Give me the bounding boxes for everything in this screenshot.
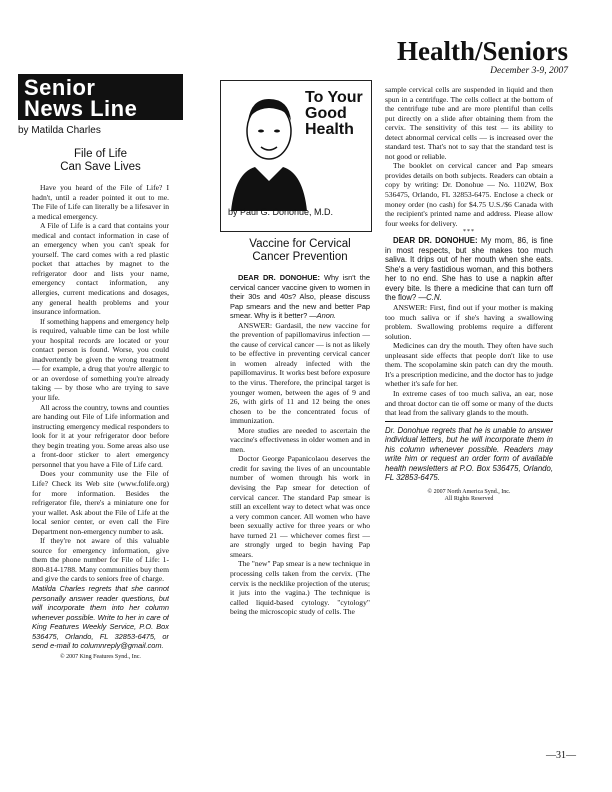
- paragraph: Doctor George Papanicolaou deserves the credit for saving the lives of an uncountable number of women through his work in devising the Pap smear for detection of cervical cancer. The standard Pap smear is still an excellent way to detect what was once a very common cancer. All women who have been sexually active for three years or who have turned 21 — whichever comes first — are strongly urged to begin having Pap smears.: [230, 454, 370, 559]
- issue-date: December 3-9, 2007: [490, 66, 568, 76]
- paragraph: Does your community use the File of Life? Check its Web site (www.folife.org) for more information. Besides the refrigerator file, there's a miniature one for your wallet. Ask about the File of Life at the local senior center, or even call the Fire Department non-emergency number to ask.: [32, 469, 169, 536]
- letter-signature: Anon.: [316, 311, 336, 321]
- copyright-line-1: © 2007 North America Synd., Inc.: [427, 488, 511, 495]
- paragraph: All across the country, towns and counties are handing out File of Life information and instructing emergency medical responders to look for it at your refrigerator door before they begin treating you. Some areas also use a front-door sticker to alert emergency personnel that you have a File of Life card.: [32, 402, 169, 469]
- paragraph: ANSWER: First, find out if your mother is making too much saliva or if she's having a swallowing problem. Swallowing problems require a different solution.: [385, 303, 553, 341]
- headline-line-2: Can Save Lives: [60, 161, 141, 173]
- paragraph: If something happens and emergency help is required, valuable time can be lost while your hospital records are located or your contact person is found. Worse, you could inadvertently be given the wrong treatment — for example, a drug that you're allergic to or an overdose of something you're already taking — by those who are trying to save your life.: [32, 316, 169, 403]
- divider: [385, 421, 553, 422]
- paragraph: Have you heard of the File of Life? I hadn't, until a reader pointed it out to me. The File of Life can literally be a lifesaver in a medical emergency.: [32, 183, 169, 221]
- headline-file-of-life: [32, 148, 169, 174]
- byline-donohue: by Paul G. Donohue, M.D.: [228, 207, 334, 217]
- paragraph: More studies are needed to ascertain the vaccine's effectiveness in older women and in men.: [230, 425, 370, 454]
- senior-news-line-logo: [18, 74, 183, 120]
- middle-column: [230, 238, 370, 783]
- paragraph: In extreme cases of too much saliva, an ear, nose and throat doctor can tie off some or many of the ducts that lead from the salivary glands to the mouth.: [385, 388, 553, 418]
- section-title: Health/Seniors: [396, 36, 568, 66]
- letter-salutation: DEAR DR. DONOHUE:: [393, 236, 478, 246]
- copyright-line-2: All Rights Reserved: [444, 495, 494, 502]
- paragraph: If they're not aware of this valuable source for emergency information, give them the phone number for File of Life: 1-800-814-1788. Many communities buy them and give the cards to seniors free of charge.: [32, 536, 169, 584]
- byline-senior: by Matilda Charles: [18, 125, 101, 136]
- left-column: [32, 148, 169, 788]
- headline-vaccine: [230, 238, 370, 264]
- logo-line-1: To Your: [305, 89, 363, 106]
- separator: ***: [463, 229, 475, 236]
- to-your-good-health-logo: [305, 90, 363, 138]
- headline-line-2: Cancer Prevention: [252, 251, 348, 263]
- paragraph: The booklet on cervical cancer and Pap smears provides details on both subjects. Readers can obtain a copy by writing: Dr. Donohue — No. 1102W, Box 536475, Orlando, FL 32853-6475. Enclose a check or money order (no cash) for $4.75 U.S./$6 Canada with the recipient's printed name and address. Please allow four weeks for delivery.: [385, 161, 553, 228]
- paragraph: Medicines can dry the mouth. They often have such unpleasant side effects that people don't like to use them. The scopolamine skin patch can dry the mouth. It's a prescription medicine, and the doctor has to judge whether it's safe for her.: [385, 341, 553, 389]
- letter-text: Why isn't the cervical cancer vaccine given to women in their 30s and 40s? Also, please discuss Pap smears and the new and better Pap smear. Why is it better? —: [230, 273, 370, 321]
- paragraph: A File of Life is a card that contains your medical and contact information in case of an emergency when you can't speak for yourself. The card comes with a red plastic pocket that attaches by magnet to the refrigerator door and lists your name, emergency contact information, any allergies, current medications and dosages, any general health problems and your insurance information.: [32, 221, 169, 317]
- reader-letter: [230, 273, 370, 321]
- paragraph: The "new" Pap smear is a new technique in processing cells taken from the cervix. (The cervix is the necklike projection of the uterus; it juts into the vagina.) The technique is called liquid-based cytology. "cytology" being the microscopic study of cells. The: [230, 559, 370, 617]
- page-number: —31—: [546, 750, 576, 761]
- logo-line-2: Good: [305, 105, 347, 122]
- paragraph: ANSWER: Gardasil, the new vaccine for the prevention of papillomavirus infection — the cause of cervical cancer — is not as likely to be effective in preventing cervical cancer in women already infected with the papillomavirus. It works best before exposure to the virus. Therefore, the principal target is younger women, between the ages of 9 and 26, with girls of 11 and 12 being the ones chosen to be the concentrated focus of immunization.: [230, 320, 370, 426]
- logo-line-2: News Line: [24, 96, 138, 121]
- letter-salutation: DEAR DR. DONOHUE:: [238, 273, 320, 282]
- logo-line-1: Senior: [24, 75, 96, 100]
- column-tagline: Dr. Donohue regrets that he is unable to answer individual letters, but he will incorporate them in his column whenever possible. Readers may write him or request an order form of available health newsletters at P.O. Box 536475, Orlando, FL 32853-6475.: [385, 425, 553, 483]
- reader-letter: [385, 236, 553, 303]
- headline-line-1: File of Life: [73, 148, 128, 160]
- letter-text: My mom, 86, is fine in most respects, but she makes too much saliva. It drips out of her mouth when she eats. She's a very fastidious woman, and this bothers her to no end. She has to use a napkin after every bite. Is there a medicine that can turn off the flow? —: [385, 236, 553, 303]
- copyright: © 2007 King Features Synd., Inc.: [60, 653, 141, 660]
- paragraph: sample cervical cells are suspended in liquid and then spun in a centrifuge. The cells collect at the bottom of the centrifuge tube and are more plentiful than cells put directly on a slide after obtaining them from the cervix. The sensitivity of this test — its ability to detect abnormal cervical cells — is increased over the standard test. That's not to say that the standard test is not good or reliable.: [385, 85, 553, 161]
- headline-line-1: Vaccine for Cervical: [249, 238, 351, 250]
- right-column: [385, 85, 553, 745]
- column-tagline: Matilda Charles regrets that she cannot personally answer reader questions, but will incorporate them into her column whenever possible. Write to her in care of King Features Weekly Service, P.O. Box 536475, Orlando, FL 32853-6475, or send e-mail to columnreply@gmail.com.: [32, 583, 169, 651]
- letter-signature: C.N.: [426, 293, 442, 303]
- logo-line-3: Health: [305, 121, 354, 138]
